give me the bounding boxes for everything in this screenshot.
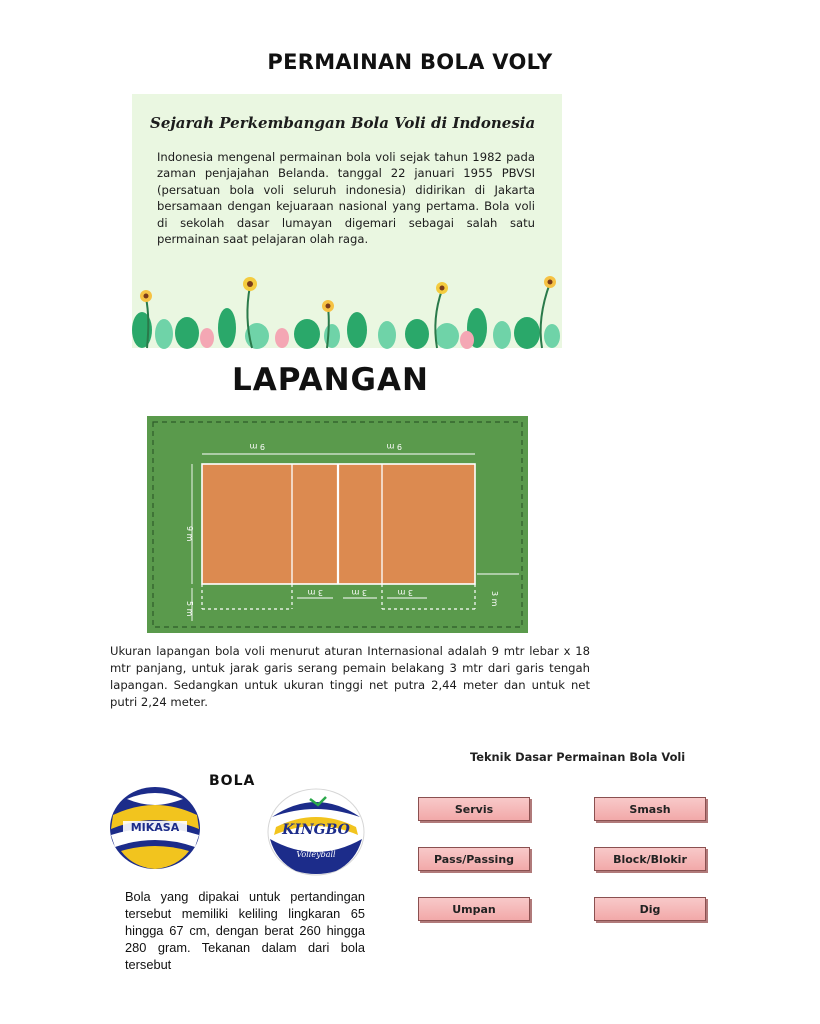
history-title: Sejarah Perkembangan Bola Voli di Indonesia [150,114,536,132]
dim-label-bottom-3: 3 m [397,588,413,597]
court-title: LAPANGAN [232,362,429,398]
technique-button-servis[interactable]: Servis [418,797,530,821]
dim-label-left: 9 m [185,526,194,542]
dim-label-bottom-2: 3 m [351,588,367,597]
dim-label-left-bottom: 5 m [185,601,194,617]
technique-button-smash[interactable]: Smash [594,797,706,821]
mikasa-brand: MIKASA [130,821,180,834]
dim-label-top-right: 9 m [386,442,402,451]
history-card [132,94,562,348]
history-text: Indonesia mengenal permainan bola voli sejak tahun 1982 pada zaman penjajahan Belanda. tanggal 22 januari 1955 PBVSI (persatuan bola voli seluruh indonesia) didirikan di Jakarta bersamaan dengan kejuaraan nasional yang pertama. Bola voli di sekolah dasar lumayan digemari sebagai salah satu permainan saat pelajaran olah raga. [157,150,535,247]
technique-button-dig[interactable]: Dig [594,897,706,921]
technique-button-block[interactable]: Block/Blokir [594,847,706,871]
dim-label-top-left: 9 m [249,442,265,451]
kingbo-sub: Volleyball [296,850,336,859]
court-diagram [147,416,528,633]
kingbo-brand: KINGBO [282,822,350,838]
technique-button-passing[interactable]: Pass/Passing [418,847,530,871]
techniques-title: Teknik Dasar Permainan Bola Voli [470,750,686,764]
kingbo-ball-image [266,787,366,877]
technique-button-umpan[interactable]: Umpan [418,897,530,921]
dim-label-bottom-1: 3 m [307,588,323,597]
ball-description: Bola yang dipakai untuk pertandingan tersebut memiliki keliling lingkaran 65 hingga 67 cm, dengan berat 260 hingga 280 gram. Tekanan dalam dari bola tersebut [125,889,365,972]
flower-decoration [132,278,562,348]
mikasa-ball-image [107,785,203,871]
court-description: Ukuran lapangan bola voli menurut aturan Internasional adalah 9 mtr lebar x 18 mtr panjang, untuk jarak garis serang pemain belakang 3 mtr dari garis tengah lapangan. Sedangkan untuk ukuran tinggi net putra 2,44 meter dan untuk net putri 2,24 meter. [110,644,590,709]
page-title: PERMAINAN BOLA VOLY [267,50,553,74]
ball-title: BOLA [209,773,256,789]
dim-label-right: 3 m [490,591,499,607]
